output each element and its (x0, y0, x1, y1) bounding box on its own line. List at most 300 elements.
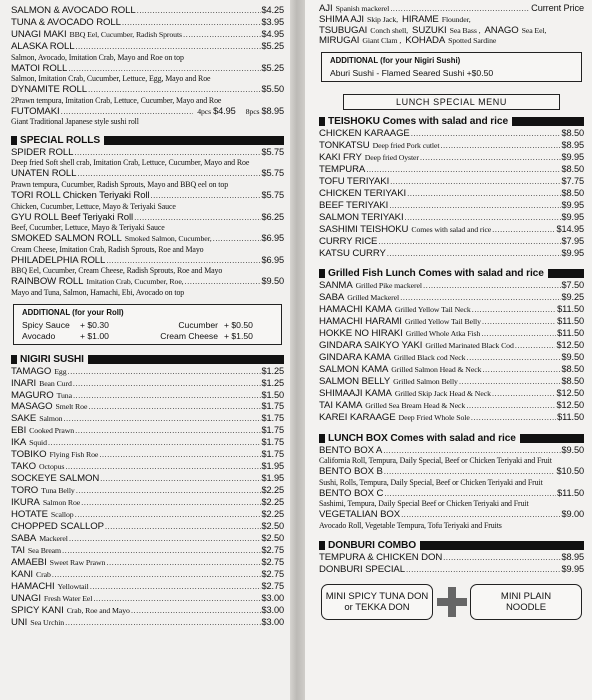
addon-price: + $1.00 (80, 330, 109, 341)
menu-item-line (11, 521, 284, 533)
item-subtitle: Grilled Whole Atka Fish (405, 329, 481, 339)
item-name: TAI (11, 545, 25, 557)
menu-item (319, 188, 584, 200)
leader-dots (482, 365, 560, 376)
leader-dots (77, 169, 260, 180)
item-subtitle: Spanish mackerel (335, 4, 390, 13)
addon-name: Spicy Sauce (22, 319, 70, 330)
section-header (11, 354, 284, 365)
leader-dots (63, 414, 260, 425)
section-header (319, 540, 584, 551)
item-price: $11.50 (557, 328, 584, 339)
item-name: UNAGI (11, 593, 41, 605)
item-name: UNI (11, 617, 28, 629)
leader-dots (88, 85, 261, 96)
item-name: SHIMAAJI KAMA (319, 388, 392, 400)
menu-item (319, 304, 584, 316)
menu-item-line (11, 366, 284, 378)
item-price: $12.50 (556, 340, 584, 351)
leader-dots (481, 329, 556, 340)
menu-item (11, 473, 284, 485)
leader-dots (61, 107, 194, 118)
menu-item (319, 316, 584, 328)
menu-item-line (319, 280, 584, 292)
item-name: BENTO BOX C (319, 487, 384, 499)
menu-item (11, 5, 284, 17)
item-price: $2.50 (261, 533, 284, 544)
pieces-8: 8pcs (245, 106, 260, 116)
fish-name: TSUBUGAI (319, 24, 368, 36)
item-name: TEMPURA & CHICKEN DON (319, 551, 443, 563)
fish-subtitle: Sea Bass , (449, 25, 481, 35)
item-price: $1.75 (261, 425, 284, 436)
menu-item (11, 190, 284, 211)
leader-dots (73, 391, 261, 402)
item-price: $1.95 (261, 461, 284, 472)
menu-item-line (11, 473, 284, 485)
section-marker (319, 434, 325, 443)
item-price: $1.75 (261, 437, 284, 448)
item-name: SABA (319, 292, 345, 304)
leader-dots (183, 30, 261, 41)
item-price: $9.95 (561, 563, 584, 574)
additional-row (22, 320, 273, 331)
item-name: IKURA (11, 497, 40, 509)
additional-row (330, 68, 573, 79)
menu-item-line (11, 509, 284, 521)
section-bar (104, 136, 284, 145)
item-price: $7.95 (561, 235, 584, 246)
item-price: $2.25 (261, 497, 284, 508)
item-price: $6.95 (261, 254, 284, 265)
fish-name: SHIMA AJI (319, 13, 364, 25)
item-name: MASAGO (11, 401, 53, 413)
section-title: SPECIAL ROLLS (20, 134, 101, 146)
menu-item-line (319, 352, 584, 364)
menu-item (11, 605, 284, 617)
item-name: SALMON & AVOCADO ROLL (11, 5, 136, 16)
item-price: $9.00 (561, 509, 584, 520)
fish-name: ANAGO (484, 24, 519, 36)
item-subtitle: Comes with salad and rice (411, 224, 492, 234)
item-price: $2.25 (261, 509, 284, 520)
leader-dots (131, 606, 261, 617)
section-marker (319, 117, 325, 126)
menu-item-line (11, 401, 284, 413)
item-price: $8.95 (561, 139, 584, 150)
menu-item (319, 236, 584, 248)
addon-name: Avocado (22, 330, 56, 341)
menu-item (319, 564, 584, 576)
leader-dots (401, 510, 560, 521)
menu-item (11, 617, 284, 629)
section-title: DONBURI COMBO (328, 539, 417, 551)
rolls-list (11, 0, 284, 127)
pieces-4: 4pcs (197, 106, 212, 116)
item-subtitle: Yellowtail (57, 582, 89, 592)
item-description: BBQ Eel, Cucumber, Cream Cheese, Radish Sprouts, Roe and Mayo (11, 266, 223, 276)
menu-item (319, 388, 584, 400)
leader-dots (390, 4, 530, 15)
menu-item-line (319, 445, 584, 457)
menu-item-line (11, 147, 284, 159)
item-name: UNAGI MAKI (11, 28, 67, 40)
menu-item (11, 390, 284, 402)
menu-item-line (11, 17, 284, 29)
left-column (11, 0, 284, 629)
menu-item (11, 485, 284, 497)
item-description: Cream Cheese, Imitation Crab, Radish Sprouts, Roe and Mayo (11, 244, 204, 254)
item-price: $8.50 (561, 376, 584, 387)
section-bar (520, 434, 584, 443)
menu-item-line (319, 388, 584, 400)
item-subtitle: BBQ Eel, Cucumber, Radish Sprouts (69, 29, 182, 39)
item-description: Beef, Cucumber, Lettuce, Mayo & Teriyaki Sauce (11, 223, 165, 233)
leader-dots (74, 148, 260, 159)
leader-dots (384, 467, 556, 478)
item-name: GINDARA KAMA (319, 352, 391, 364)
item-name: VEGETALIAN BOX (319, 509, 401, 521)
right-top (319, 0, 584, 47)
leader-dots (459, 377, 561, 388)
mini-don-line-1: MINI SPICY TUNA DON (325, 591, 429, 603)
item-price: $2.50 (261, 521, 284, 532)
menu-item-line (319, 376, 584, 388)
item-subtitle: Grilled Sea Bream Head & Neck (365, 401, 466, 411)
menu-item-line (319, 564, 584, 576)
item-name: SAKE (11, 413, 37, 425)
leader-dots (420, 153, 561, 164)
item-price: $9.95 (561, 199, 584, 210)
item-price: $7.50 (561, 280, 584, 291)
leader-dots (466, 401, 555, 412)
item-price: $1.25 (261, 365, 284, 376)
item-price: $3.00 (261, 605, 284, 616)
menu-right-page (305, 0, 592, 700)
item-price: $7.75 (561, 175, 584, 186)
menu-item (319, 292, 584, 304)
menu-item-line (11, 190, 284, 202)
item-name: TORO (11, 485, 39, 497)
item-price: $1.95 (261, 473, 284, 484)
menu-item-line (319, 200, 584, 212)
section-marker (319, 269, 325, 278)
item-subtitle: Imitation Crab, Cucumber, Roe, (86, 277, 184, 287)
item-subtitle: Sweet Raw Prawn (49, 558, 106, 568)
section-title: NIGIRI SUSHI (20, 353, 84, 365)
item-name: HAMACHI HARAMI (319, 316, 402, 328)
item-name: EBI (11, 425, 27, 437)
page-fold (290, 0, 305, 700)
item-description: 2Prawn tempura, Imitation Crab, Lettuce, Cucumber, Mayo and Roe (11, 95, 222, 105)
leader-dots (75, 426, 260, 437)
item-description: Mayo and Tuna, Salmon, Hamachi, Ebi, Avocado on top (11, 287, 185, 297)
menu-item-line (319, 340, 584, 352)
item-name: CHOPPED SCALLOP (11, 521, 104, 533)
fish-subtitle: Flounder, (441, 14, 471, 24)
item-name: ALASKA ROLL (11, 40, 75, 52)
lunch-special-banner: LUNCH SPECIAL MENU (343, 94, 560, 110)
menu-item (319, 376, 584, 388)
menu-item (11, 29, 284, 41)
item-price: $5.75 (261, 190, 284, 201)
menu-item-line (11, 63, 284, 75)
item-price: $8.50 (561, 163, 584, 174)
item-price: $1.75 (261, 401, 284, 412)
item-name: BENTO BOX A (319, 444, 383, 456)
section-bar (88, 355, 284, 364)
leader-dots (185, 277, 261, 288)
leader-dots (440, 141, 560, 152)
leader-dots (384, 489, 556, 500)
fish-name: KOHADA (405, 35, 446, 47)
menu-item (319, 364, 584, 376)
menu-item-line (11, 461, 284, 473)
menu-item (11, 413, 284, 425)
menu-item (11, 233, 284, 254)
additional-nigiri-box (321, 52, 582, 82)
menu-item-line (11, 276, 284, 288)
item-price: $2.75 (261, 581, 284, 592)
menu-left-page (0, 0, 290, 700)
menu-item (319, 152, 584, 164)
menu-item (319, 224, 584, 236)
leader-dots (90, 582, 261, 593)
item-name: TONKATSU (319, 139, 370, 151)
item-subtitle: Grilled Skip Jack Head & Neck (394, 389, 491, 399)
item-price: $6.95 (261, 233, 284, 244)
fish-subtitle: Giant Clam , (362, 36, 402, 46)
section-title: LUNCH BOX Comes with salad and rice (328, 432, 516, 444)
menu-item (319, 328, 584, 340)
item-price: $9.95 (561, 151, 584, 162)
leader-dots (75, 510, 261, 521)
menu-item-line (11, 581, 284, 593)
item-name: SMOKED SALMON ROLL (11, 233, 122, 245)
menu-item-line (319, 140, 584, 152)
menu-item-line (11, 593, 284, 605)
leader-dots (106, 558, 260, 569)
leader-dots (411, 129, 561, 140)
menu-item-line (319, 176, 584, 188)
menu-item-line (11, 437, 284, 449)
item-price: $9.50 (561, 352, 584, 363)
menu-item (11, 17, 284, 29)
item-name: HOTATE (11, 509, 48, 521)
menu-item-line (319, 328, 584, 340)
menu-item (11, 569, 284, 581)
item-name: TOFU TERIYAKI (319, 175, 390, 187)
item-description: Salmon, Imitation Crab, Cucumber, Lettuce, Egg, Mayo and Roe (11, 74, 211, 84)
menu-item (319, 212, 584, 224)
item-price: $5.75 (261, 168, 284, 179)
item-subtitle: Grilled Salmon Belly (393, 377, 458, 387)
menu-item-line (11, 168, 284, 180)
section-bar (512, 117, 584, 126)
item-subtitle: Sea Bream (27, 546, 62, 556)
leader-dots (515, 341, 556, 352)
addon-price: + $1.50 (224, 330, 253, 341)
item-name: DONBURI SPECIAL (319, 563, 405, 575)
leader-dots (492, 225, 555, 236)
leader-dots (400, 293, 560, 304)
leader-dots (423, 281, 561, 292)
item-name: SPIDER ROLL (11, 146, 74, 158)
item-name: TOBIKO (11, 449, 47, 461)
item-price: $9.95 (561, 247, 584, 258)
item-price: $14.95 (556, 223, 584, 234)
leader-dots (100, 474, 260, 485)
menu-item (11, 255, 284, 276)
menu-item (319, 445, 584, 466)
menu-item-line (11, 255, 284, 267)
menu-item (319, 140, 584, 152)
menu-item-line (319, 128, 584, 140)
menu-item-line (319, 316, 584, 328)
item-name: SPICY KANI (11, 605, 64, 617)
item-subtitle: Smoked Salmon, Cucumber, (124, 234, 212, 244)
item-name: TAMAGO (11, 365, 52, 377)
menu-item (319, 352, 584, 364)
menu-item-line (11, 569, 284, 581)
item-price: $2.75 (261, 557, 284, 568)
menu-item (11, 366, 284, 378)
item-subtitle: Bean Curd (39, 378, 72, 388)
menu-item-line (11, 390, 284, 402)
menu-item (319, 412, 584, 424)
leader-dots (134, 213, 260, 224)
item-name: MAGURO (11, 389, 54, 401)
item-name: HOKKE NO HIRAKI (319, 328, 403, 340)
item-description: Giant Traditional Japanese style sushi roll (11, 117, 139, 127)
item-subtitle: Flying Fish Roe (49, 450, 99, 460)
menu-item (11, 509, 284, 521)
item-price: $1.50 (261, 389, 284, 400)
leader-dots (99, 450, 260, 461)
item-name: SALMON KAMA (319, 364, 389, 376)
item-price: $11.50 (557, 316, 584, 327)
leader-dots (65, 618, 260, 629)
leader-dots (68, 367, 261, 378)
section-bar (548, 269, 584, 278)
item-name: GYU ROLL Beef Teriyaki Roll (11, 211, 134, 223)
item-price: $3.00 (261, 593, 284, 604)
menu-item (319, 509, 584, 530)
price-4pcs: $4.95 (213, 105, 236, 116)
addon-name: Cucumber (178, 319, 218, 330)
section-header (11, 135, 284, 146)
leader-dots (52, 570, 261, 581)
menu-item (319, 488, 584, 509)
item-name: BENTO BOX B (319, 466, 383, 478)
fish-line (319, 36, 584, 47)
futomaki-line (11, 106, 284, 118)
item-price: $1.75 (261, 413, 284, 424)
menu-item-line (11, 41, 284, 53)
mini-noodle-line-1: MINI PLAIN (500, 591, 552, 603)
item-description: Salmon, Avocado, Imitation Crab, Mayo and Roe on top (11, 52, 184, 62)
item-price: $5.50 (261, 84, 284, 95)
item-name: KANI (11, 569, 33, 581)
item-price: $1.25 (261, 377, 284, 388)
leader-dots (76, 486, 261, 497)
item-name: SALMON TERIYAKI (319, 211, 404, 223)
leader-dots (492, 389, 556, 400)
addon-name: Cream Cheese (160, 330, 218, 341)
item-subtitle: Grilled Pike mackerel (355, 281, 422, 291)
item-price: $10.50 (556, 466, 584, 477)
mini-don-line-2: or TEKKA DON (344, 602, 410, 614)
item-price: $1.75 (261, 449, 284, 460)
item-price: $6.25 (261, 211, 284, 222)
menu-item (319, 176, 584, 188)
menu-item-line (319, 164, 584, 176)
item-price: Current Price (531, 3, 584, 13)
item-description: Avocado Roll, Vegetable Tempura, Tofu Teriyaki and Fruits (319, 520, 502, 530)
item-subtitle: Octopus (39, 462, 65, 472)
item-name: UNATEN ROLL (11, 168, 77, 180)
item-price: $2.75 (261, 569, 284, 580)
leader-dots (383, 446, 560, 457)
item-price: $12.50 (556, 400, 584, 411)
menu-item-line (11, 233, 284, 245)
leader-dots (48, 438, 261, 449)
item-subtitle: Deep Fried Whole Sole (398, 413, 470, 423)
menu-item (319, 280, 584, 292)
menu-item (319, 552, 584, 564)
item-subtitle: Crab, Roe and Mayo (66, 606, 130, 616)
menu-item-line (11, 605, 284, 617)
menu-item (11, 401, 284, 413)
item-price: $3.00 (261, 617, 284, 628)
item-name: TEMPURA (319, 163, 366, 175)
menu-item-line (11, 497, 284, 509)
menu-item-line (319, 364, 584, 376)
leader-dots (390, 177, 560, 188)
leader-dots (443, 553, 560, 564)
menu-item-line (319, 552, 584, 564)
leader-dots (62, 546, 260, 557)
menu-item-line (11, 378, 284, 390)
menu-item-line (319, 466, 584, 478)
leader-dots (213, 234, 261, 245)
item-price: $9.95 (561, 211, 584, 222)
leader-dots (105, 522, 261, 533)
menu-item (11, 425, 284, 437)
fish-name: SUZUKI (412, 24, 447, 36)
item-subtitle: Deep fried Pork cutlet (372, 140, 440, 150)
menu-item-line (11, 545, 284, 557)
menu-item-line (11, 29, 284, 41)
menu-item (11, 84, 284, 105)
menu-item (11, 378, 284, 390)
menu-item (11, 168, 284, 189)
menu-item (11, 437, 284, 449)
item-price: $4.95 (261, 28, 284, 39)
item-price: $9.50 (261, 276, 284, 287)
menu-item (11, 521, 284, 533)
item-subtitle: Squid (29, 438, 47, 448)
item-name: CHICKEN TERIYAKI (319, 187, 407, 199)
menu-item-line (11, 533, 284, 545)
mini-noodle-box (470, 584, 582, 620)
item-price: $8.50 (561, 127, 584, 138)
item-name: TUNA & AVOCADO ROLL (11, 16, 121, 28)
fish-subtitle: Conch shell, (370, 25, 409, 35)
right-column (319, 0, 584, 620)
menu-item (11, 63, 284, 84)
leader-dots (387, 249, 561, 260)
